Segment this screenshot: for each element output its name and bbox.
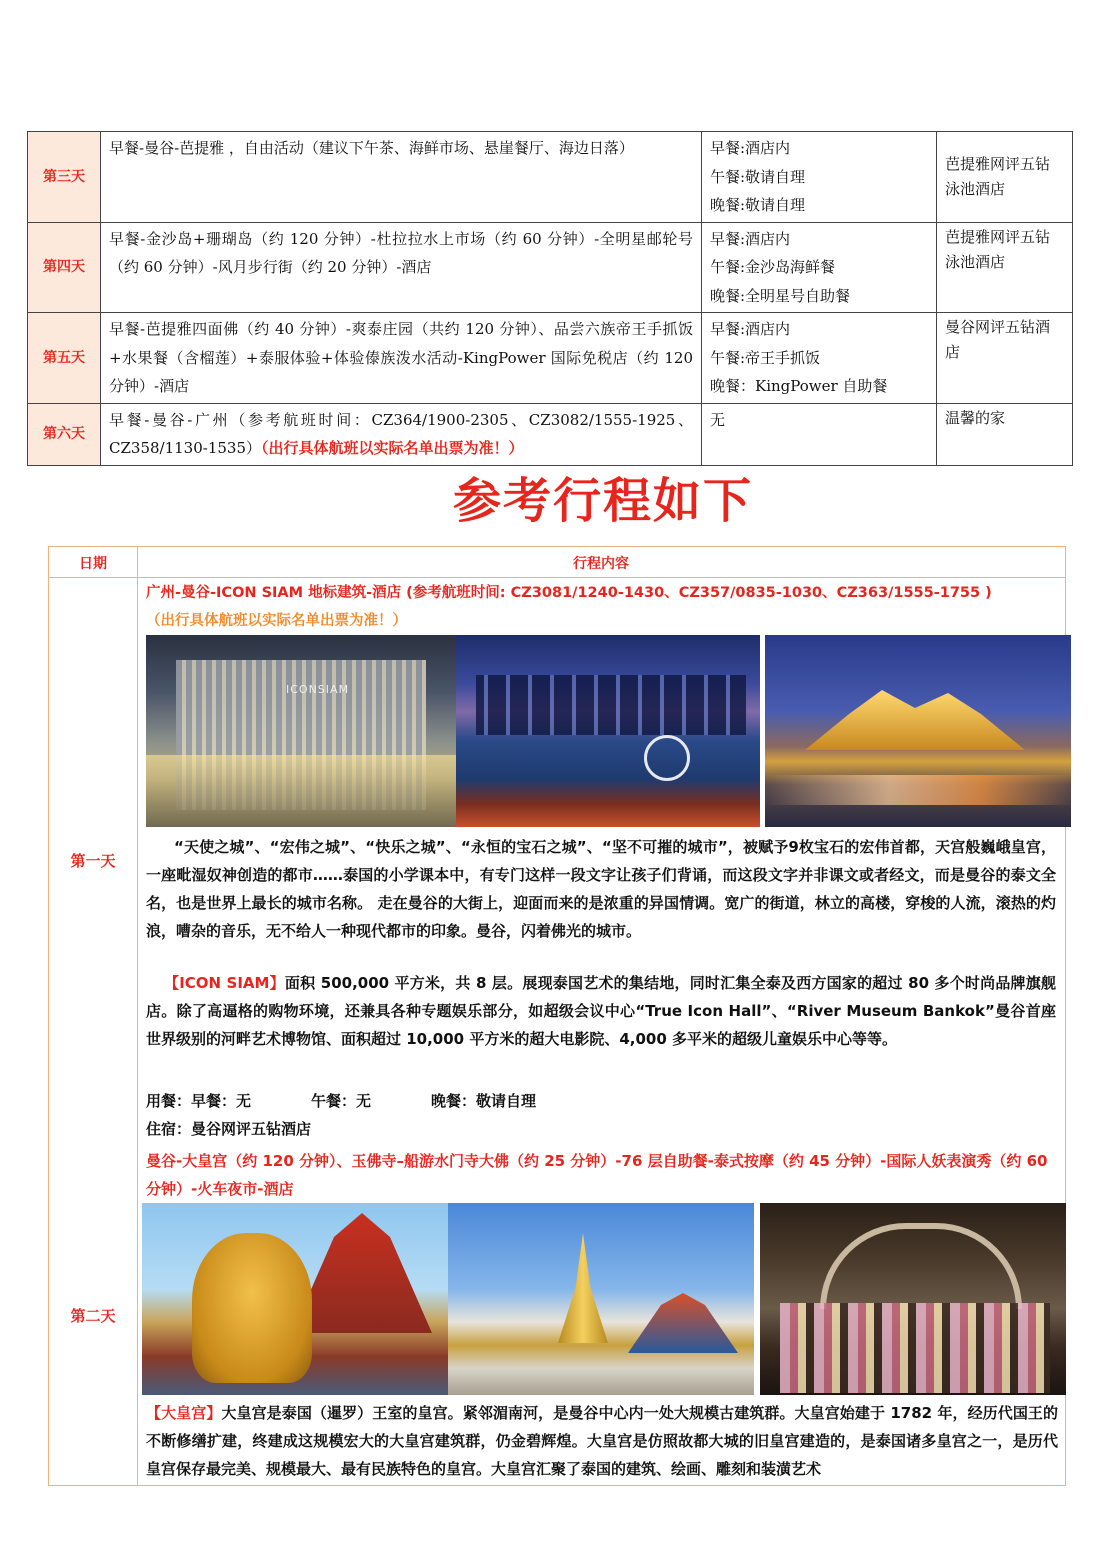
day1-flight-note: （出行具体航班以实际名单出票为准！） [146,613,407,629]
schedule-row [28,403,1073,465]
buddha-shape [192,1233,312,1383]
column-divider [137,547,138,1485]
header-divider [49,577,1065,578]
palace-text: 大皇宫是泰国（暹罗）王室的皇宫。紧邻湄南河，是曼谷中心内一处大规模古建筑群。大皇宫始建于 1782 年，经历代国王的不断修缮扩建，终建成这规模宏大的大皇宫建筑群，仍金碧辉煌。大皇宫是仿照故都大城的旧皇宫建造的，是泰国诸多皇宫之一，是历代皇宫保存最完美、规模最大、最有民族特色的皇宫。大皇宫汇聚了泰国的建筑、绘画、雕刻和装潢艺术 [146,1404,1058,1478]
day-cell: 第五天 [28,313,101,404]
meal-lunch: 午餐：无 [311,1092,372,1110]
day1-label: 第一天 [70,852,116,870]
skyline-shape [476,675,746,735]
temple-roof-shape [292,1213,432,1333]
palace-highlight: 【大皇宫】 [146,1404,222,1422]
schedule-row [28,313,1073,404]
day2-label: 第二天 [70,1307,116,1325]
ferris-wheel-shape [644,735,690,781]
day-cell: 第四天 [28,222,101,313]
meals-cell [702,403,937,465]
meal-breakfast: 早餐:酒店内 [710,229,791,248]
day1-route: 广州-曼谷-ICON SIAM 地标建筑-酒店 (参考航班时间: CZ3081/1240-1430、CZ357/0835-1030、CZ363/1555-1755 ) [146,585,992,601]
performers-shape [780,1303,1050,1393]
day-cell: 第六天 [28,403,101,465]
day-cell: 第三天 [28,132,101,223]
meal-dinner: 晚餐:全明星号自助餐 [710,286,851,305]
stupa-shape [558,1233,608,1343]
palace-roof-shape [805,690,1025,750]
hotel-cell: 芭提雅网评五钻泳池酒店 [937,222,1073,313]
meal-dinner: 晚餐:敬请自理 [710,196,806,214]
day1-meals [146,1087,1061,1115]
grand-palace-night-photo [765,635,1071,827]
iconsiam-photo [146,635,456,827]
meal-lunch: 午餐:敬请自理 [710,167,806,186]
meal-breakfast: 早餐：无 [191,1092,252,1110]
day2-paragraph [146,1399,1058,1483]
iconsiam-text: 面积 500,000 平方米，共 8 层。展现泰国艺术的集结地，同时汇集全泰及西方国家的超过 80 多个时尚品牌旗舰店。除了高逼格的购物环境，还兼具各种专题娱乐部分，如超级会议中心“True Icon Hall”、“River Museum Bankok”曼谷首座世界级别的河畔艺术博物馆、面积超过 10,000 平方米的超大电影院、4,000 多平米的超级儿童娱乐中心等等。 [146,974,1056,1048]
ladyboy-show-photo [760,1203,1066,1395]
route-cell: 早餐-曼谷-芭提雅 ，自由活动（建议下午茶、海鲜市场、悬崖餐厅、海边日落） [101,132,702,223]
iconsiam-sign: ICONSIAM [286,683,350,696]
meal-dinner: 晚餐：敬请自理 [431,1092,537,1110]
temple-roof-shape [628,1293,738,1353]
big-buddha-temple-photo [142,1203,448,1395]
iconsiam-highlight: 【ICON SIAM】 [164,974,285,992]
hotel-cell: 曼谷网评五钻酒店 [937,313,1073,404]
hotel-cell: 芭提雅网评五钻泳池酒店 [937,132,1073,223]
meal-breakfast: 早餐:酒店内 [710,139,791,157]
day2-route: 曼谷-大皇宫（约 120 分钟）、玉佛寺–船游水门寺大佛（约 25 分钟）-76 层自助餐-泰式按摩（约 45 分钟）-国际人妖表演秀（约 60 分钟）-火车夜市-酒店 [146,1152,1048,1198]
grand-palace-stupa-photo [448,1203,754,1395]
light-trail-shape [765,775,1071,805]
meals-cell [702,222,937,313]
meal-lunch: 午餐:帝王手抓饭 [710,348,821,367]
stage-arch-shape [820,1223,1022,1309]
day1-iconsiam-paragraph [146,969,1056,1053]
schedule-table [27,131,1073,466]
schedule-row [28,132,1073,223]
meal-lunch: 午餐:金沙岛海鲜餐 [710,258,836,276]
header-content: 行程内容 [573,556,629,572]
header-date: 日期 [79,556,107,572]
route-cell: 早餐-芭提雅四面佛（约 40 分钟）-爽泰庄园（共约 120 分钟）、品尝六族帝王手抓饭+水果餐（含榴莲）+泰服体验+体验傣族泼水活动-KingPower 国际免税店（约 120 分钟）-酒店 [101,313,702,404]
meal-breakfast: 早餐:酒店内 [710,320,791,338]
flight-note: （出行具体航班以实际名单出票为准！） [261,439,524,457]
meal-none: 无 [710,410,726,429]
route-cell [101,403,702,465]
river-city-night-photo [456,635,760,827]
day1-paragraph: “天使之城”、“宏伟之城”、“快乐之城”、“永恒的宝石之城”、“坚不可摧的城市”，被赋予9枚宝石的宏伟首都，天宫般巍峨皇宫，一座毗湿奴神创造的都市……泰国的小学课本中，有专门这样一段文字让孩子们背诵，而这段文字并非课文或者经文，而是曼谷的泰文全名，也是世界上最长的城市名称。 走在曼谷的大街上，迎面而来的是浓重的异国情调。宽广的街道，林立的高楼，穿梭的人流，滚热的灼浪，嘈杂的音乐，无不给人一种现代都市的印象。曼谷，闪着佛光的城市。 [146,838,1056,940]
schedule-row [28,222,1073,313]
page-title: 参考行程如下 [452,473,753,529]
meals-cell [702,313,937,404]
meals-cell [702,132,937,223]
itinerary-table [48,546,1066,1486]
hotel-cell: 温馨的家 [937,403,1073,465]
day1-hotel: 住宿：曼谷网评五钻酒店 [146,1120,312,1138]
glow-shape [146,755,456,825]
meals-label: 用餐： [146,1092,192,1110]
route-cell: 早餐-金沙岛+珊瑚岛（约 120 分钟）-杜拉拉水上市场（约 60 分钟）-全明星邮轮号（约 60 分钟）-风月步行街（约 20 分钟）-酒店 [101,222,702,313]
meal-dinner: 晚餐：KingPower 自助餐 [710,377,888,395]
route-text: 早餐-曼谷-广州（参考航班时间：CZ364/1900-2305、CZ3082/1555-1925、CZ358/1130-1535） [109,410,693,457]
